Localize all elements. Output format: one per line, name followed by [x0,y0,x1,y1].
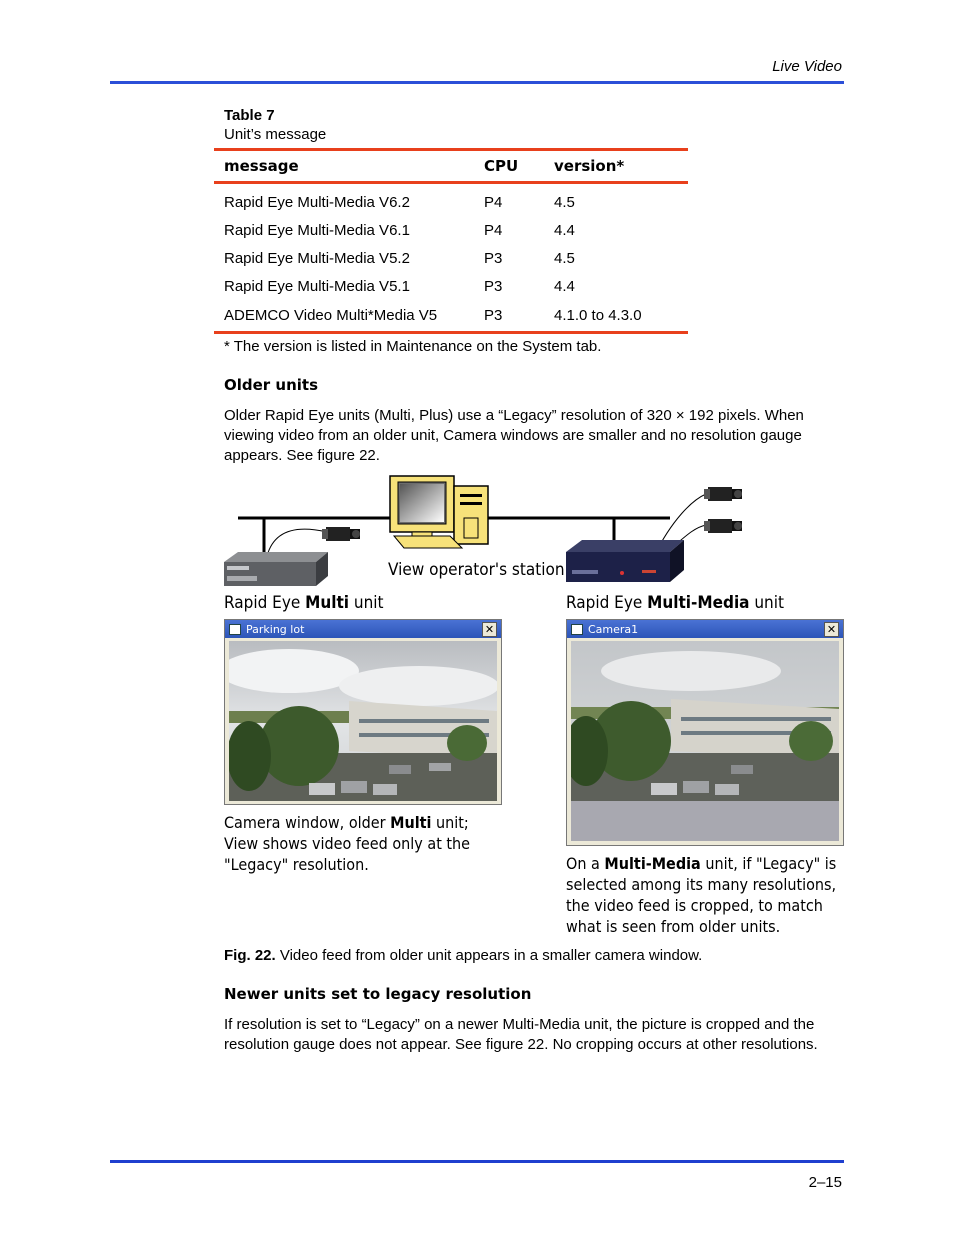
label-bold-text: Multi-Media [647,593,750,613]
camera-window-camera1[interactable] [566,619,844,846]
table-label: Table 7 [224,107,275,124]
caption-bold-text: Multi-Media [604,854,701,873]
cell-message: ADEMCO Video Multi*Media V5 [214,301,474,333]
table-row [214,217,688,245]
cell-version: 4.1.0 to 4.3.0 [544,301,688,333]
label-text: unit [749,593,784,613]
camera-icon [704,482,744,506]
units-message-table [214,148,688,334]
cell-version: 4.5 [554,194,575,211]
cell-cpu: P3 [484,278,503,295]
cell-cpu: P4 [484,194,503,211]
table-row [214,301,688,333]
label-text: Rapid Eye [224,593,306,613]
window-icon [571,624,583,635]
column-header-version: version* [544,150,688,183]
video-area [571,641,839,841]
video-feed-image [571,641,839,801]
cell-version: 4.4 [554,278,575,295]
station-label: View operator's station [388,560,565,580]
window-title: Camera1 [588,622,639,636]
close-icon[interactable]: ✕ [824,622,839,637]
caption-bold-text: Multi [390,813,432,832]
camera-icon [322,522,362,546]
table-title: Unit’s message [224,126,327,143]
window-title: Parking lot [246,622,305,636]
cell-version: 4.4 [554,222,575,239]
caption-text: Camera window, older [224,813,391,832]
multi-media-unit-label [566,593,784,614]
operator-station-icon [386,472,494,552]
cell-version: 4.5 [554,250,575,267]
figure-caption-text: Video feed from older unit appears in a smaller camera window. [275,947,703,964]
window-titlebar[interactable] [567,620,843,638]
rapid-eye-multi-unit-icon [224,552,328,586]
caption-text: On a [566,854,605,873]
video-feed-image [229,641,497,801]
close-icon[interactable]: ✕ [482,622,497,637]
cell-cpu: P3 [474,301,544,333]
newer-units-heading: Newer units set to legacy resolution [224,985,532,1003]
camera-icon [704,514,744,538]
table-caption [224,106,326,144]
caption-text: unit; View shows video feed only at the "Legacy" resolution. [224,813,471,874]
cell-cpu: P3 [484,250,503,267]
rapid-eye-multi-media-unit-icon [566,540,684,582]
multi-unit-label [224,593,384,614]
table-row [214,245,688,273]
cell-message: Rapid Eye Multi-Media V6.2 [224,194,410,211]
caption-text: unit, if "Legacy" is selected among its many resolutions, the video feed is cropped, to match what is seen from older units. [566,854,837,936]
running-header: Live Video [772,58,842,75]
label-text: Rapid Eye [566,593,648,613]
cell-message: Rapid Eye Multi-Media V5.1 [224,278,410,295]
column-header-cpu: CPU [474,150,544,183]
table-row [214,273,688,301]
cell-cpu: P4 [484,222,503,239]
older-units-heading: Older units [224,376,319,394]
label-bold-text: Multi [305,593,350,613]
cell-message: Rapid Eye Multi-Media V5.2 [224,250,410,267]
window-titlebar[interactable] [225,620,501,638]
older-units-body: Older Rapid Eye units (Multi, Plus) use a “Legacy” resolution of 320 × 192 pixels. When viewing video from an older unit, Camera windows are smaller and no resolution gauge appears. See figure 22. [224,407,804,464]
newer-units-body: If resolution is set to “Legacy” on a newer Multi-Media unit, the picture is cropped and the resolution gauge does not appear. See figure 22. No cropping occurs at other resolutions. [224,1016,818,1053]
figure-number: Fig. 22. [224,947,276,964]
footer-rule [110,1160,844,1163]
label-text: unit [349,593,384,613]
right-window-caption [566,853,846,937]
camera-window-parking-lot[interactable] [224,619,502,805]
header-rule [110,81,844,84]
column-header-message: message [214,150,474,183]
figure-caption [224,946,844,966]
window-icon [229,624,241,635]
table-header-row [214,150,688,183]
cell-message: Rapid Eye Multi-Media V6.1 [224,222,410,239]
page-number: 2–15 [808,1174,842,1191]
table-footnote: * The version is listed in Maintenance on the System tab. [224,338,602,355]
table-row [214,189,688,217]
left-window-caption [224,812,494,875]
